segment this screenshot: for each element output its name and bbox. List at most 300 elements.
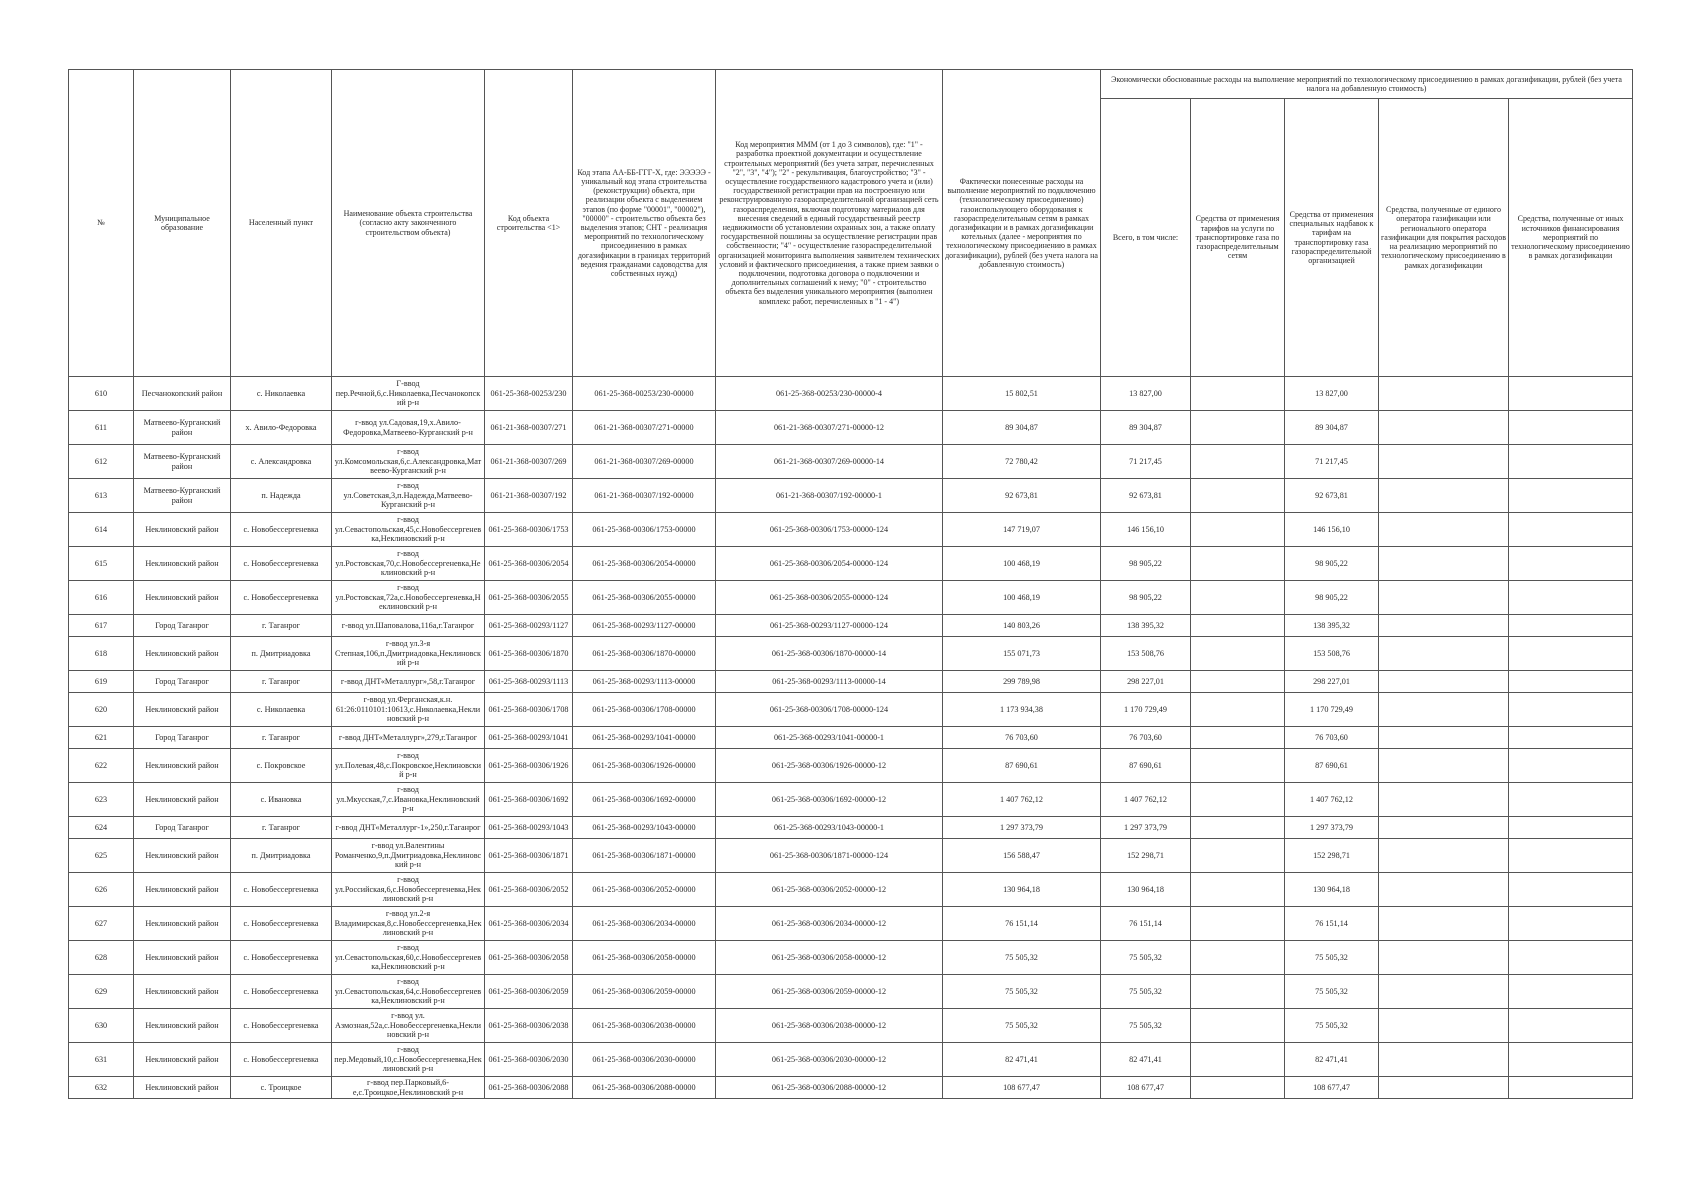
header-municipality: Муниципальное образование (134, 70, 231, 377)
cell-measure-code: 061-25-368-00306/2054-00000-124 (716, 547, 943, 581)
cell-other-funds (1509, 1009, 1633, 1043)
cell-tariff-transport (1191, 783, 1285, 817)
cell-other-funds (1509, 513, 1633, 547)
cell-actual-costs: 89 304,87 (943, 411, 1101, 445)
cell-stage-code: 061-25-368-00306/2054-00000 (573, 547, 716, 581)
cell-settlement: с. Новобессергеневка (231, 941, 332, 975)
cell-other-funds (1509, 377, 1633, 411)
cell-total: 87 690,61 (1101, 749, 1191, 783)
cell-tariff-transport (1191, 727, 1285, 749)
cell-object-name: г-ввод ул.Комсомольская,6,с.Александровка,Матвеево-Курганский р-н (332, 445, 485, 479)
cell-object-code: 061-25-368-00253/230 (485, 377, 573, 411)
table-row (69, 783, 1633, 817)
cell-operator-funds (1379, 637, 1509, 671)
cell-tariff-transport (1191, 817, 1285, 839)
cell-tariff-transport (1191, 377, 1285, 411)
header-actual-costs: Фактически понесенные расходы на выполнение мероприятий по подключению (технологическому присоединению) газоиспользующего оборудования к газораспределительным сетям в рамках догазификации и в рамках догазификации котельных (далее - мероприятия по технологическому присоединению в рамках догазификации), рублей (без учета налога на добавленную стоимость) (943, 70, 1101, 377)
cell-other-funds (1509, 547, 1633, 581)
cell-settlement: х. Авило-Федоровка (231, 411, 332, 445)
cell-municipality: Матвеево-Курганский район (134, 479, 231, 513)
cell-total: 98 905,22 (1101, 547, 1191, 581)
cell-special-markup: 98 905,22 (1285, 547, 1379, 581)
cell-stage-code: 061-25-368-00306/2088-00000 (573, 1077, 716, 1099)
cell-total: 76 703,60 (1101, 727, 1191, 749)
cell-object-name: г-ввод ул.Мкусская,7,с.Ивановка,Неклиновский р-н (332, 783, 485, 817)
cell-object-name: г-ввод ул.Полевая,48,с.Покровское,Неклиновский р-н (332, 749, 485, 783)
cell-total: 298 227,01 (1101, 671, 1191, 693)
cell-object-code: 061-21-368-00307/271 (485, 411, 573, 445)
table-body (69, 377, 1633, 1099)
table-row (69, 839, 1633, 873)
cell-total: 1 297 373,79 (1101, 817, 1191, 839)
cell-total: 98 905,22 (1101, 581, 1191, 615)
cell-stage-code: 061-25-368-00306/1926-00000 (573, 749, 716, 783)
cell-operator-funds (1379, 941, 1509, 975)
cell-no: 617 (69, 615, 134, 637)
cell-measure-code: 061-25-368-00306/2058-00000-12 (716, 941, 943, 975)
table-row (69, 479, 1633, 513)
cell-object-name: г-ввод ул.Севастопольская,60,с.Новобессергеневка,Неклиновский р-н (332, 941, 485, 975)
cell-municipality: Неклиновский район (134, 975, 231, 1009)
cell-object-name: г-ввод ул.Ферганская,к.н. 61:26:0110101:10613,с.Николаевка,Неклиновский р-н (332, 693, 485, 727)
cell-municipality: Неклиновский район (134, 873, 231, 907)
cell-stage-code: 061-21-368-00307/271-00000 (573, 411, 716, 445)
cell-object-code: 061-25-368-00306/2058 (485, 941, 573, 975)
header-object-name: Наименование объекта строительства (согласно акту законченного строительством объекта) (332, 70, 485, 377)
cell-stage-code: 061-25-368-00306/2052-00000 (573, 873, 716, 907)
cell-stage-code: 061-25-368-00306/2038-00000 (573, 1009, 716, 1043)
cell-settlement: г. Таганрог (231, 817, 332, 839)
header-no: № (69, 70, 134, 377)
cell-special-markup: 76 151,14 (1285, 907, 1379, 941)
cell-operator-funds (1379, 975, 1509, 1009)
cell-special-markup: 87 690,61 (1285, 749, 1379, 783)
cell-settlement: с. Ивановка (231, 783, 332, 817)
cell-actual-costs: 76 151,14 (943, 907, 1101, 941)
cell-measure-code: 061-25-368-00306/1692-00000-12 (716, 783, 943, 817)
cell-no: 612 (69, 445, 134, 479)
cell-settlement: с. Александровка (231, 445, 332, 479)
cell-measure-code: 061-25-368-00293/1127-00000-124 (716, 615, 943, 637)
cell-no: 623 (69, 783, 134, 817)
header-other-funds: Средства, полученные от иных источников финансирования мероприятий по технологическому присоединению в рамках догазификации (1509, 99, 1633, 377)
cell-special-markup: 75 505,32 (1285, 1009, 1379, 1043)
cell-special-markup: 153 508,76 (1285, 637, 1379, 671)
cell-settlement: с. Новобессергеневка (231, 873, 332, 907)
cell-tariff-transport (1191, 411, 1285, 445)
cell-stage-code: 061-25-368-00293/1127-00000 (573, 615, 716, 637)
cell-total: 89 304,87 (1101, 411, 1191, 445)
cell-settlement: с. Николаевка (231, 377, 332, 411)
table-row (69, 1043, 1633, 1077)
cell-measure-code: 061-21-368-00307/271-00000-12 (716, 411, 943, 445)
cell-total: 75 505,32 (1101, 975, 1191, 1009)
table-row (69, 411, 1633, 445)
cell-operator-funds (1379, 693, 1509, 727)
table-row (69, 749, 1633, 783)
cell-operator-funds (1379, 783, 1509, 817)
cell-measure-code: 061-25-368-00306/2038-00000-12 (716, 1009, 943, 1043)
table-row (69, 1009, 1633, 1043)
cell-municipality: Матвеево-Курганский район (134, 445, 231, 479)
cell-measure-code: 061-25-368-00306/1870-00000-14 (716, 637, 943, 671)
cell-no: 621 (69, 727, 134, 749)
cell-actual-costs: 156 588,47 (943, 839, 1101, 873)
cell-stage-code: 061-25-368-00306/2055-00000 (573, 581, 716, 615)
cell-object-code: 061-25-368-00293/1043 (485, 817, 573, 839)
cell-actual-costs: 75 505,32 (943, 1009, 1101, 1043)
cell-object-name: Г-ввод пер.Речной,6,с.Николаевка,Песчанокопский р-н (332, 377, 485, 411)
cell-municipality: Город Таганрог (134, 615, 231, 637)
cell-municipality: Город Таганрог (134, 727, 231, 749)
cell-municipality: Город Таганрог (134, 671, 231, 693)
cell-object-name: г-ввод ул.Российская,6,с.Новобессергеневка,Неклиновский р-н (332, 873, 485, 907)
header-total: Всего, в том числе: (1101, 99, 1191, 377)
cell-total: 152 298,71 (1101, 839, 1191, 873)
cell-object-name: г-ввод ДНТ«Металлург»,58,г.Таганрог (332, 671, 485, 693)
cell-object-name: г-ввод ул.Ростовская,72а,с.Новобессергеневка,Неклиновский р-н (332, 581, 485, 615)
cell-total: 130 964,18 (1101, 873, 1191, 907)
cell-actual-costs: 92 673,81 (943, 479, 1101, 513)
cell-object-code: 061-25-368-00306/1708 (485, 693, 573, 727)
cell-no: 629 (69, 975, 134, 1009)
cell-municipality: Неклиновский район (134, 581, 231, 615)
cell-operator-funds (1379, 445, 1509, 479)
table-row (69, 1077, 1633, 1099)
cell-no: 622 (69, 749, 134, 783)
cell-stage-code: 061-25-368-00306/1871-00000 (573, 839, 716, 873)
cell-total: 75 505,32 (1101, 1009, 1191, 1043)
cell-settlement: с. Покровское (231, 749, 332, 783)
table-row (69, 581, 1633, 615)
cell-object-code: 061-25-368-00293/1113 (485, 671, 573, 693)
cell-total: 146 156,10 (1101, 513, 1191, 547)
cell-other-funds (1509, 411, 1633, 445)
cell-other-funds (1509, 839, 1633, 873)
table-row (69, 941, 1633, 975)
cell-object-name: г-ввод ул.Советская,3,п.Надежда,Матвеево-Курганский р-н (332, 479, 485, 513)
cell-measure-code: 061-25-368-00306/1753-00000-124 (716, 513, 943, 547)
cell-other-funds (1509, 1043, 1633, 1077)
cell-operator-funds (1379, 817, 1509, 839)
cell-tariff-transport (1191, 479, 1285, 513)
cell-tariff-transport (1191, 671, 1285, 693)
cell-object-code: 061-25-368-00293/1127 (485, 615, 573, 637)
cell-object-name: г-ввод ул.Шаповалова,116а,г.Таганрог (332, 615, 485, 637)
table-row (69, 671, 1633, 693)
cell-stage-code: 061-25-368-00293/1113-00000 (573, 671, 716, 693)
cell-operator-funds (1379, 581, 1509, 615)
cell-object-code: 061-25-368-00306/1753 (485, 513, 573, 547)
cell-operator-funds (1379, 547, 1509, 581)
cell-total: 82 471,41 (1101, 1043, 1191, 1077)
cell-operator-funds (1379, 907, 1509, 941)
cell-no: 616 (69, 581, 134, 615)
cell-object-code: 061-25-368-00306/1926 (485, 749, 573, 783)
cell-other-funds (1509, 581, 1633, 615)
cell-other-funds (1509, 873, 1633, 907)
cell-settlement: п. Надежда (231, 479, 332, 513)
cell-other-funds (1509, 671, 1633, 693)
cell-no: 628 (69, 941, 134, 975)
cell-special-markup: 89 304,87 (1285, 411, 1379, 445)
cell-object-code: 061-25-368-00306/2054 (485, 547, 573, 581)
cell-actual-costs: 75 505,32 (943, 975, 1101, 1009)
cell-operator-funds (1379, 479, 1509, 513)
cell-settlement: с. Новобессергеневка (231, 907, 332, 941)
cell-municipality: Неклиновский район (134, 693, 231, 727)
cell-measure-code: 061-25-368-00293/1041-00000-1 (716, 727, 943, 749)
cell-municipality: Неклиновский район (134, 637, 231, 671)
cell-actual-costs: 100 468,19 (943, 581, 1101, 615)
cell-other-funds (1509, 693, 1633, 727)
cell-measure-code: 061-25-368-00253/230-00000-4 (716, 377, 943, 411)
cell-object-name: г-ввод ул.2-я Владимирская,8,с.Новобессергеневка,Неклиновский р-н (332, 907, 485, 941)
cell-no: 632 (69, 1077, 134, 1099)
cell-municipality: Неклиновский район (134, 783, 231, 817)
cell-no: 613 (69, 479, 134, 513)
table-header (69, 70, 1633, 377)
table-row (69, 513, 1633, 547)
cell-object-code: 061-25-368-00293/1041 (485, 727, 573, 749)
cell-no: 627 (69, 907, 134, 941)
cell-settlement: с. Новобессергеневка (231, 547, 332, 581)
cell-other-funds (1509, 817, 1633, 839)
cell-other-funds (1509, 749, 1633, 783)
cell-tariff-transport (1191, 513, 1285, 547)
cell-actual-costs: 1 297 373,79 (943, 817, 1101, 839)
cell-no: 631 (69, 1043, 134, 1077)
cell-special-markup: 92 673,81 (1285, 479, 1379, 513)
cell-measure-code: 061-25-368-00306/1926-00000-12 (716, 749, 943, 783)
cell-tariff-transport (1191, 581, 1285, 615)
cell-tariff-transport (1191, 749, 1285, 783)
cell-object-name: г-ввод ул.Севастопольская,45,с.Новобессергеневка,Неклиновский р-н (332, 513, 485, 547)
cell-settlement: с. Новобессергеневка (231, 513, 332, 547)
cell-special-markup: 13 827,00 (1285, 377, 1379, 411)
cell-tariff-transport (1191, 975, 1285, 1009)
cell-object-code: 061-21-368-00307/269 (485, 445, 573, 479)
cell-settlement: п. Дмитриадовка (231, 839, 332, 873)
cell-object-name: г-ввод ул.Садовая,19,х.Авило-Федоровка,Матвеево-Курганский р-н (332, 411, 485, 445)
cell-operator-funds (1379, 411, 1509, 445)
cell-municipality: Неклиновский район (134, 1077, 231, 1099)
cell-tariff-transport (1191, 873, 1285, 907)
cell-total: 71 217,45 (1101, 445, 1191, 479)
cell-other-funds (1509, 941, 1633, 975)
cell-other-funds (1509, 445, 1633, 479)
cell-actual-costs: 108 677,47 (943, 1077, 1101, 1099)
cell-special-markup: 152 298,71 (1285, 839, 1379, 873)
cell-total: 108 677,47 (1101, 1077, 1191, 1099)
cell-object-name: г-ввод пер.Медовый,10,с.Новобессергеневка,Неклиновский р-н (332, 1043, 485, 1077)
header-measure-code: Код мероприятия МММ (от 1 до 3 символов), где: "1" - разработка проектной документации и осуществление строительных мероприятий (без учета затрат, перечисленных "2", "3", "4"); "2" - рекультивация, благоустройство; "3" - осуществление государственного кадастрового учета и (или) государственной регистрации прав на построенную или реконструированную газораспределительной организацией сеть газораспределения, включая подготовку материалов для внесения сведений в единый государственный реестр недвижимости об установлении охранных зон, а также оплату государственной пошлины за осуществление регистрации прав собственности; "4" - осуществление газораспределительной организацией мониторинга выполнения заявителем технических условий и фактического присоединения, а также прием заявки о подключении, подготовка договора о подключении и дополнительных соглашений к нему; "0" - строительство объекта без выделения уникального мероприятия (выполнен комплекс работ, перечисленных в "1 - 4") (716, 70, 943, 377)
cell-tariff-transport (1191, 941, 1285, 975)
cell-tariff-transport (1191, 839, 1285, 873)
cell-special-markup: 76 703,60 (1285, 727, 1379, 749)
table-row (69, 693, 1633, 727)
cell-settlement: п. Дмитриадовка (231, 637, 332, 671)
cell-stage-code: 061-25-368-00306/2030-00000 (573, 1043, 716, 1077)
table-row (69, 547, 1633, 581)
header-object-code: Код объекта строительства <1> (485, 70, 573, 377)
cell-object-code: 061-25-368-00306/2055 (485, 581, 573, 615)
cell-measure-code: 061-25-368-00293/1113-00000-14 (716, 671, 943, 693)
cell-special-markup: 75 505,32 (1285, 975, 1379, 1009)
cell-no: 611 (69, 411, 134, 445)
cell-tariff-transport (1191, 1077, 1285, 1099)
cell-measure-code: 061-25-368-00306/2059-00000-12 (716, 975, 943, 1009)
cell-operator-funds (1379, 839, 1509, 873)
header-econ-group: Экономически обоснованные расходы на выполнение мероприятий по технологическому присоединению в рамках догазификации, рублей (без учета налога на добавленную стоимость) (1101, 70, 1633, 99)
cell-no: 630 (69, 1009, 134, 1043)
cell-stage-code: 061-25-368-00306/2059-00000 (573, 975, 716, 1009)
cell-object-code: 061-25-368-00306/2030 (485, 1043, 573, 1077)
cell-measure-code: 061-25-368-00306/2052-00000-12 (716, 873, 943, 907)
table-row (69, 817, 1633, 839)
cell-stage-code: 061-25-368-00306/1870-00000 (573, 637, 716, 671)
cell-municipality: Неклиновский район (134, 749, 231, 783)
cell-total: 1 407 762,12 (1101, 783, 1191, 817)
cell-stage-code: 061-25-368-00306/2034-00000 (573, 907, 716, 941)
cell-no: 619 (69, 671, 134, 693)
table-row (69, 907, 1633, 941)
cell-tariff-transport (1191, 615, 1285, 637)
cell-measure-code: 061-25-368-00306/2034-00000-12 (716, 907, 943, 941)
cell-special-markup: 82 471,41 (1285, 1043, 1379, 1077)
cell-municipality: Неклиновский район (134, 839, 231, 873)
cell-operator-funds (1379, 671, 1509, 693)
cell-municipality: Песчанокопский район (134, 377, 231, 411)
cell-actual-costs: 82 471,41 (943, 1043, 1101, 1077)
cell-other-funds (1509, 783, 1633, 817)
cell-municipality: Неклиновский район (134, 907, 231, 941)
cell-actual-costs: 15 802,51 (943, 377, 1101, 411)
cell-actual-costs: 147 719,07 (943, 513, 1101, 547)
cell-special-markup: 1 297 373,79 (1285, 817, 1379, 839)
cell-no: 610 (69, 377, 134, 411)
cell-settlement: г. Таганрог (231, 671, 332, 693)
cell-object-name: г-ввод ул.Валентины Романченко,9,п.Дмитриадовка,Неклиновский р-н (332, 839, 485, 873)
cell-object-name: г-ввод ул.Ростовская,70,с.Новобессергеневка,Неклиновский р-н (332, 547, 485, 581)
cell-other-funds (1509, 907, 1633, 941)
table-row (69, 727, 1633, 749)
cell-special-markup: 298 227,01 (1285, 671, 1379, 693)
cell-object-name: г-ввод ул.Севастопольская,64,с.Новобессергеневка,Неклиновский р-н (332, 975, 485, 1009)
header-stage-code: Код этапа АА-ББ-ГГГ-Х, где: ЭЭЭЭЭ - уникальный код этапа строительства (реконструкции) объекта, при реализации объекта с выделением этапов (по форме "00001", "00002"), "00000" - строительство объекта без выделения этапов; СНТ - реализация мероприятий по технологическому присоединению в рамках догазификации в границах территорий ведения гражданами садоводства для собственных нужд) (573, 70, 716, 377)
cell-object-code: 061-25-368-00306/2088 (485, 1077, 573, 1099)
cell-total: 1 170 729,49 (1101, 693, 1191, 727)
cell-measure-code: 061-21-368-00307/192-00000-1 (716, 479, 943, 513)
table-row (69, 445, 1633, 479)
cell-stage-code: 061-25-368-00306/1708-00000 (573, 693, 716, 727)
cell-municipality: Неклиновский район (134, 547, 231, 581)
cell-operator-funds (1379, 615, 1509, 637)
cell-stage-code: 061-25-368-00253/230-00000 (573, 377, 716, 411)
cell-other-funds (1509, 479, 1633, 513)
cell-operator-funds (1379, 1077, 1509, 1099)
cell-settlement: с. Новобессергеневка (231, 975, 332, 1009)
cell-tariff-transport (1191, 1009, 1285, 1043)
cell-total: 76 151,14 (1101, 907, 1191, 941)
cell-no: 614 (69, 513, 134, 547)
cell-total: 138 395,32 (1101, 615, 1191, 637)
cell-tariff-transport (1191, 445, 1285, 479)
cell-stage-code: 061-21-368-00307/269-00000 (573, 445, 716, 479)
cell-special-markup: 71 217,45 (1285, 445, 1379, 479)
cell-special-markup: 146 156,10 (1285, 513, 1379, 547)
cell-tariff-transport (1191, 547, 1285, 581)
cell-other-funds (1509, 637, 1633, 671)
cell-operator-funds (1379, 377, 1509, 411)
cell-no: 626 (69, 873, 134, 907)
cell-measure-code: 061-25-368-00306/1708-00000-124 (716, 693, 943, 727)
cell-stage-code: 061-25-368-00306/1753-00000 (573, 513, 716, 547)
header-special-markup: Средства от применения специальных надбавок к тарифам на транспортировку газа газораспределительной организацией (1285, 99, 1379, 377)
cell-other-funds (1509, 1077, 1633, 1099)
cell-special-markup: 130 964,18 (1285, 873, 1379, 907)
cell-actual-costs: 72 780,42 (943, 445, 1101, 479)
cell-tariff-transport (1191, 693, 1285, 727)
cell-object-code: 061-25-368-00306/1870 (485, 637, 573, 671)
cell-operator-funds (1379, 513, 1509, 547)
cell-municipality: Неклиновский район (134, 1009, 231, 1043)
cell-actual-costs: 155 071,73 (943, 637, 1101, 671)
table-row (69, 637, 1633, 671)
header-operator-funds: Средства, полученные от единого оператора газификации или регионального оператора газификации для покрытия расходов на реализацию мероприятий по технологическому присоединению в рамках догазификации (1379, 99, 1509, 377)
cell-special-markup: 138 395,32 (1285, 615, 1379, 637)
cell-special-markup: 1 170 729,49 (1285, 693, 1379, 727)
cell-special-markup: 75 505,32 (1285, 941, 1379, 975)
cell-operator-funds (1379, 749, 1509, 783)
cell-municipality: Неклиновский район (134, 941, 231, 975)
cell-other-funds (1509, 615, 1633, 637)
cell-stage-code: 061-21-368-00307/192-00000 (573, 479, 716, 513)
cell-no: 618 (69, 637, 134, 671)
header-tariff-transport: Средства от применения тарифов на услуги по транспортировке газа по газораспределительным сетям (1191, 99, 1285, 377)
cell-operator-funds (1379, 1043, 1509, 1077)
cell-other-funds (1509, 975, 1633, 1009)
cell-municipality: Город Таганрог (134, 817, 231, 839)
cell-object-name: г-ввод пер.Парковый,6-е,с.Троицкое,Неклиновский р-н (332, 1077, 485, 1099)
cell-total: 75 505,32 (1101, 941, 1191, 975)
document-sheet (68, 69, 1632, 1099)
cell-actual-costs: 299 789,98 (943, 671, 1101, 693)
cell-measure-code: 061-25-368-00306/2055-00000-124 (716, 581, 943, 615)
cell-object-code: 061-25-368-00306/1871 (485, 839, 573, 873)
cell-no: 624 (69, 817, 134, 839)
cell-measure-code: 061-25-368-00293/1043-00000-1 (716, 817, 943, 839)
cell-no: 620 (69, 693, 134, 727)
cell-actual-costs: 1 407 762,12 (943, 783, 1101, 817)
cell-measure-code: 061-25-368-00306/2030-00000-12 (716, 1043, 943, 1077)
table-row (69, 615, 1633, 637)
cell-actual-costs: 100 468,19 (943, 547, 1101, 581)
cell-special-markup: 98 905,22 (1285, 581, 1379, 615)
cell-tariff-transport (1191, 907, 1285, 941)
cell-actual-costs: 140 803,26 (943, 615, 1101, 637)
cell-no: 615 (69, 547, 134, 581)
cell-settlement: с. Новобессергеневка (231, 1009, 332, 1043)
cell-stage-code: 061-25-368-00306/1692-00000 (573, 783, 716, 817)
cell-special-markup: 1 407 762,12 (1285, 783, 1379, 817)
cell-settlement: г. Таганрог (231, 615, 332, 637)
cell-object-code: 061-25-368-00306/1692 (485, 783, 573, 817)
cell-stage-code: 061-25-368-00306/2058-00000 (573, 941, 716, 975)
cell-tariff-transport (1191, 1043, 1285, 1077)
cell-total: 153 508,76 (1101, 637, 1191, 671)
cell-object-name: г-ввод ДНТ«Металлург»,279,г.Таганрог (332, 727, 485, 749)
